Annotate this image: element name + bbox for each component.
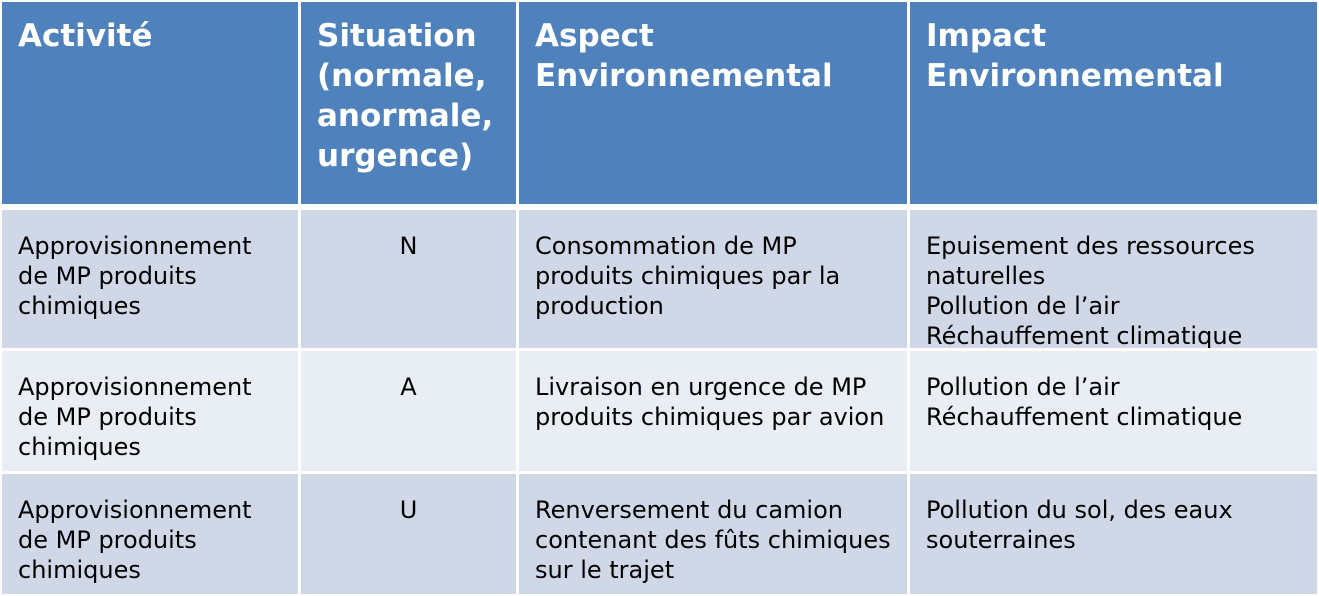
row1-impact-line-1: Epuisement des ressources naturelles — [926, 232, 1255, 290]
row3-impact-line-1: Pollution du sol, des eaux souterraines — [926, 496, 1233, 554]
header-activite: Activité — [2, 2, 298, 204]
row1-situation: N — [301, 210, 516, 348]
header-aspect: Aspect Environnemental — [519, 2, 907, 204]
row1-impact-line-3: Réchauffement climatique — [926, 322, 1243, 348]
row1-impact — [910, 210, 1317, 348]
row3-situation: U — [301, 474, 516, 594]
row2-impact-line-1: Pollution de l’air — [926, 373, 1120, 401]
row2-activite: Approvisionnement de MP produits chimiques — [2, 351, 298, 471]
row1-aspect: Consommation de MP produits chimiques par la production — [519, 210, 907, 348]
row2-situation: A — [301, 351, 516, 471]
row3-aspect: Renversement du camion contenant des fûts chimiques sur le trajet — [519, 474, 907, 594]
header-impact: Impact Environnemental — [910, 2, 1317, 204]
row1-activite: Approvisionnement de MP produits chimiques — [2, 210, 298, 348]
row3-impact — [910, 474, 1317, 594]
header-situation: Situation (normale, anormale, urgence) — [301, 2, 516, 204]
row3-activite: Approvisionnement de MP produits chimiques — [2, 474, 298, 594]
row1-impact-line-2: Pollution de l’air — [926, 292, 1120, 320]
row2-impact-line-2: Réchauffement climatique — [926, 403, 1243, 431]
row2-impact — [910, 351, 1317, 471]
row2-aspect: Livraison en urgence de MP produits chimiques par avion — [519, 351, 907, 471]
